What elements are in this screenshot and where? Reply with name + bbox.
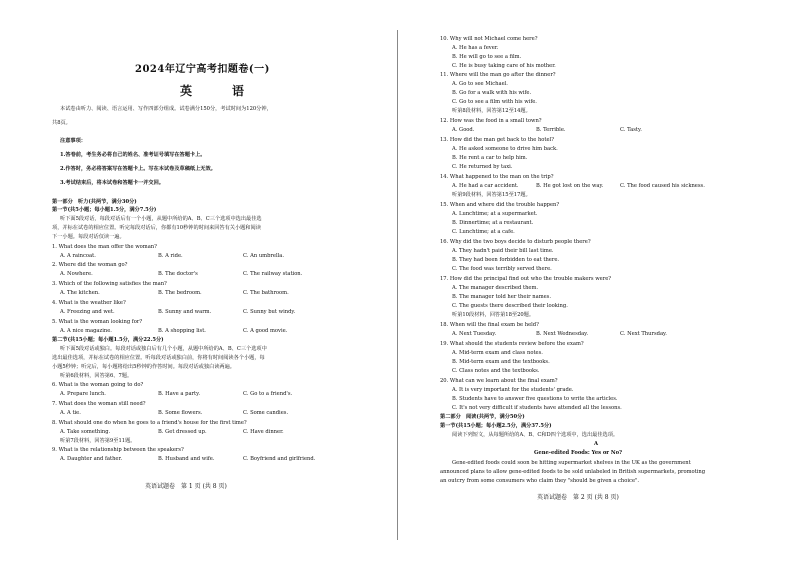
listening-note: 听第10段材料，回答第18至20题。	[452, 312, 535, 318]
option-b: B. Get dressed up.	[158, 429, 207, 435]
option-c: C. Go to see a film with his wife.	[452, 99, 537, 105]
question-text: 12. How was the food in a small town?	[440, 118, 542, 124]
option-b: B. Terrible.	[536, 127, 566, 133]
instruction-line: 听下面5段对话或独白。每段对话或独白后有几个小题，从题中所给的A、B、C三个选项中	[60, 346, 267, 352]
option-a: A. The kitchen.	[60, 290, 100, 296]
option-a: A. A tie.	[60, 410, 81, 416]
instruction-line: 下一小题。每段对话仅读一遍。	[52, 234, 125, 240]
subject-title: 英 语	[180, 84, 259, 98]
option-c: C. Sunny but windy.	[243, 309, 296, 315]
instruction-line: 项，并标在试卷的相应位置。听完每段对话后，你都有10秒钟的时间来回答有关小题和阅读	[52, 225, 261, 231]
question-text: 19. What should the students review before the exam?	[440, 341, 584, 347]
option-a: A. Lunchtime; at a supermarket.	[452, 211, 538, 217]
question-text: 1. What does the man offer the woman?	[52, 244, 157, 250]
option-c: C. The food was terribly served there.	[452, 266, 552, 272]
option-a: A. Take something.	[60, 429, 111, 435]
option-a: A. Prepare lunch.	[60, 391, 106, 397]
option-a: A. A raincoat.	[60, 253, 96, 259]
option-c: C. Some candies.	[243, 410, 289, 416]
option-b: B. He rent a car to help him.	[452, 155, 528, 161]
option-b: B. Dinnertime; at a restaurant.	[452, 220, 534, 226]
question-text: 3. Which of the following satisfies the man?	[52, 281, 167, 287]
page-footer: 英语试题卷 第 1 页 (共 8 页)	[145, 483, 227, 490]
option-a: A. They hadn't paid their bill last time.	[452, 248, 554, 254]
part-heading: 第二部分 阅读(共两节，满分50分)	[440, 414, 525, 420]
option-b: B. Husband and wife.	[158, 456, 215, 462]
listening-note: 听第6段材料，回答第6、7题。	[60, 373, 133, 379]
notice-item: 3.考试结束后，将本试卷和答题卡一并交回。	[60, 180, 164, 186]
question-text: 6. What is the woman going to do?	[52, 382, 144, 388]
option-c: C. An umbrella.	[243, 253, 285, 259]
section-heading: 第二节(共15小题；每小题1.5分，满分22.5分)	[52, 337, 164, 343]
question-text: 9. What is the relationship between the speakers?	[52, 447, 184, 453]
intro-line: 共8页。	[52, 120, 71, 126]
listening-note: 听第9段材料，回答第15至17题。	[452, 192, 531, 198]
option-c: C. The guests there described their looking.	[452, 303, 568, 309]
question-text: 7. What does the woman still need?	[52, 401, 146, 407]
question-text: 18. When will the final exam be held?	[440, 322, 539, 328]
option-b: B. Go for a walk with his wife.	[452, 90, 532, 96]
option-c: C. The food caused his sickness.	[620, 183, 705, 189]
option-c: C. Lunchtime; at a cafe.	[452, 229, 515, 235]
option-b: B. Have a party.	[158, 391, 200, 397]
notice-item: 2.作答时，务必将答案写在答题卡上。写在本试卷及草稿纸上无效。	[60, 166, 216, 172]
option-a: A. Nowhere.	[60, 271, 93, 277]
option-c: C. Tasty.	[620, 127, 642, 133]
passage-title: Gene-edited Foods: Yes or No?	[534, 450, 623, 456]
option-c: C. Class notes and the textbooks.	[452, 368, 540, 374]
option-c: C. Next Thursday.	[620, 331, 667, 337]
exam-title: 2024年辽宁高考扣题卷(一)	[135, 64, 270, 75]
option-b: B. Some flowers.	[158, 410, 203, 416]
option-a: A. He has a fever.	[452, 45, 499, 51]
option-a: A. Next Tuesday.	[452, 331, 497, 337]
question-text: 17. How did the principal find out who the trouble makers were?	[440, 276, 612, 282]
passage-line: an outcry from some consumers who claim they "should be given a choice".	[440, 478, 640, 484]
question-text: 2. Where did the woman go?	[52, 262, 128, 268]
option-a: A. A nice magazine.	[60, 328, 112, 334]
question-text: 8. What should one do when he goes to a friend's house for the first time?	[52, 420, 247, 426]
instruction-line: 小题5秒钟；听完后，每小题将给出5秒钟的作答时间。每段对话或独白读两遍。	[52, 364, 235, 370]
option-a: A. Mid-term exam and class notes.	[452, 350, 543, 356]
instruction-line: 阅读下列短文，从每题所给的A、B、C和D四个选项中，选出最佳选项。	[452, 432, 619, 438]
question-text: 5. What is the woman looking for?	[52, 319, 143, 325]
question-text: 20. What can we learn about the final exam?	[440, 378, 558, 384]
part-heading: 第一部分 听力(共两节，满分30分)	[52, 199, 137, 205]
question-text: 13. How did the man get back to the hotel?	[440, 137, 555, 143]
question-text: 16. Why did the two boys decide to disturb people there?	[440, 239, 591, 245]
passage-line: announced plans to allow gene-edited foods to be sold unlabeled in British supermarkets, promoting	[440, 469, 706, 475]
section-heading: 第一节(共15小题；每小题2.5分，满分37.5分)	[440, 423, 552, 429]
option-a: A. Freezing and wet.	[60, 309, 115, 315]
question-text: 14. What happened to the man on the trip?	[440, 174, 554, 180]
option-a: A. He had a car accident.	[452, 183, 519, 189]
option-c: C. The bathroom.	[243, 290, 289, 296]
listening-note: 听第8段材料，回答第12至14题。	[452, 108, 531, 114]
option-b: B. He will go to see a film.	[452, 54, 522, 60]
notice-heading: 注意事项：	[60, 138, 86, 144]
option-b: B. A ride.	[158, 253, 183, 259]
option-c: C. Have dinner.	[243, 429, 284, 435]
notice-item: 1.答卷前，考生务必将自己的姓名、准考证号填写在答题卡上。	[60, 152, 206, 158]
intro-line: 本试卷由听力、阅读、语言运用、写作四部分组成。试卷满分150分，考试时间为120分钟，	[60, 106, 272, 112]
option-a: A. It is very important for the students' grade.	[452, 387, 574, 393]
option-b: B. He got lost on the way.	[536, 183, 604, 189]
option-b: B. A shopping list.	[158, 328, 206, 334]
option-a: A. Go to see Michael.	[452, 81, 508, 87]
instruction-line: 听下面5段对话，每段对话后有一个小题，从题中所给的A、B、C三个选项中选出最佳选	[60, 216, 262, 222]
page-footer: 英语试题卷 第 2 页 (共 8 页)	[537, 494, 619, 501]
question-text: 4. What is the weather like?	[52, 300, 126, 306]
question-text: 10. Why will not Michael come here?	[440, 36, 538, 42]
option-b: B. They had been forbidden to eat there.	[452, 257, 560, 263]
instruction-line: 选出最佳选项，并标在试卷的相应位置。听每段对话或独白前，你将有时间阅读各个小题，每	[52, 355, 265, 361]
listening-note: 听第7段材料，回答第9至11题。	[60, 438, 136, 444]
option-b: B. Next Wednesday.	[536, 331, 589, 337]
option-c: C. He returned by taxi.	[452, 164, 513, 170]
question-text: 15. When and where did the trouble happen?	[440, 202, 560, 208]
option-c: C. Boyfriend and girlfriend.	[243, 456, 316, 462]
option-b: B. Mid-term exam and the textbooks.	[452, 359, 550, 365]
option-c: C. A good movie.	[243, 328, 288, 334]
option-b: B. The manager told her their names.	[452, 294, 551, 300]
option-b: B. The doctor's	[158, 271, 198, 277]
option-c: C. He is busy taking care of his mother.	[452, 63, 556, 69]
question-text: 11. Where will the man go after the dinner?	[440, 72, 556, 78]
option-b: B. Students have to answer five questions to write the articles.	[452, 396, 618, 402]
option-a: A. Good.	[452, 127, 475, 133]
option-c: C. Go to a friend's.	[243, 391, 293, 397]
passage-letter: A	[594, 441, 599, 447]
option-a: A. The manager described them.	[452, 285, 539, 291]
option-b: B. Sunny and warm.	[158, 309, 212, 315]
section-heading: 第一节(共5小题；每小题1.5分，满分7.5分)	[52, 207, 157, 213]
option-b: B. The bedroom.	[158, 290, 202, 296]
option-c: C. It's not very difficult if students have attended all the lessons.	[452, 405, 622, 411]
right-page	[397, 0, 794, 561]
option-a: A. Daughter and father.	[60, 456, 123, 462]
option-a: A. He asked someone to drive him back.	[452, 146, 558, 152]
passage-line: Gene-edited foods could soon be hitting supermarket shelves in the UK as the government	[452, 460, 691, 466]
option-c: C. The railway station.	[243, 271, 303, 277]
